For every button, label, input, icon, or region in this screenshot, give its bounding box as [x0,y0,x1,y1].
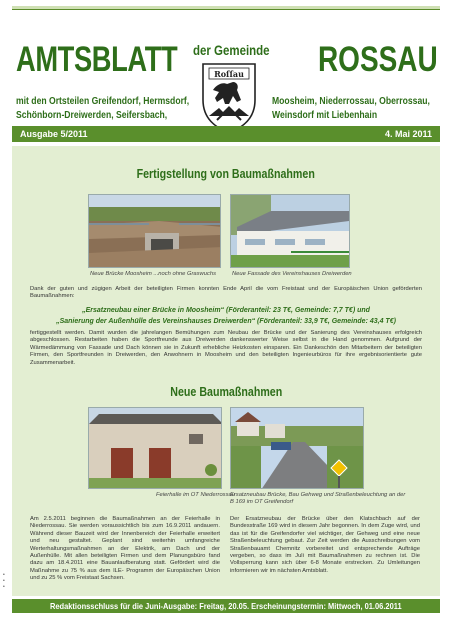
masthead-title-right: ROSSAU [318,40,438,79]
footer-bar [12,599,440,613]
footer-text: Redaktionsschluss für die Juni-Ausgabe: Freitag, 20.05. Erscheinungstermin: Mittwoch, 01.06.2011 [50,601,402,611]
section1-heading: Fertigstellung von Baumaßnahmen [136,166,316,181]
caption-feierhalle: Feierhalle im OT Niederrossau [156,492,235,498]
section2-body-right: Der Ersatzneubau der Brücke über den Klatschbach auf der Bundesstraße 169 wird in diesem Jahr begonnen. In dem Zuge wird, und das ist für die Greifendorfer viel wichtiger, der Gehweg und eine neue Straßenbeleuchtung gebaut. Zur Zeit werden die Ausschreibungen vom Straßenbauamt Chemnitz vorbereitet und entsprechende Aufträge vergeben, so dass im Juli mit Baumaßnahmen zu rechnen ist. Die Vollsperrung kann sich über 6-8 Monate erstrecken. Zu Umleitungen informieren wir im nächsten Amtsblatt. [230,516,420,574]
photo-b169-greifendorf [230,407,364,489]
top-strip [12,6,440,10]
section2-heading: Neue Baumaßnahmen [170,384,282,399]
subtitle-right [272,94,430,122]
side-registration-marks: • • • [3,572,5,590]
subtitle-right-line-1: Moosheim, Niederrossau, Oberrossau, [272,95,430,107]
caption-b169: Ersatzneubau Brücke, Bau Gehweg und Straßenbeleuchtung an der B 169 im OT Greifendorf [230,492,406,505]
subtitle-left-line-2: Schönborn-Dreiwerden, Seifersbach, [16,109,168,121]
caption-bridge-moosheim: Neue Brücke Moosheim ...noch ohne Graswuchs [90,271,216,277]
subtitle-right-line-2: Weinsdorf mit Liebenhain [272,109,378,121]
subtitle-left [16,94,189,122]
section1-highlight-1: „Ersatzneubau einer Brücke in Moosheim“ (Förderanteil: 23 T€, Gemeinde: 7,7 T€) und [82,307,370,314]
photo-bridge-moosheim [88,194,221,268]
caption-vereinshaus: Neue Fassade des Vereinshauses Dreiwerden [232,271,352,277]
issue-bar [12,126,440,142]
section1-body: fertiggestellt werden. Damit wurden die jahrelangen Bemühungen zum Neubau der Brücke und der Sanierung des Vereinshauses erfolgreich abgeschlossen. Restarbeiten haben die Sportfreunde aus Dreiwerden dankenswerter Weise selbst in die Hand genommen. Aufgrund der Wärmedämmung von Fassade und Dach können sie in Zukunft erhebliche Heizkosten einsparen. Ein Dankeschön den Mitarbeitern der beteiligten Firmen, den Sportfreunden in Dreiwerden, den Anwohnern in Moosheim und den beteiligten Ingenieurbüros für ihre ergebnisorientierte gute Zusammenarbeit. [30,330,422,366]
section1-highlight-2: „Sanierung der Außenhülle des Vereinshauses Dreiwerden“ (Förderanteil: 33,9 T€, Gemeinde: 43,4 T€) [56,318,396,325]
masthead-der-gemeinde: der Gemeinde [193,42,270,58]
coat-of-arms-icon [199,60,259,134]
issue-number: Ausgabe 5/2011 [20,129,88,139]
section1-intro: Dank der guten und zügigen Arbeit der beteiligten Firmen konnten Ende April die vom Freistaat und der Europäischen Union geförderten Baumaßnahmen: [30,286,422,300]
masthead-title-left: AMTSBLATT [16,40,178,79]
crest-text: Roſſau [214,69,244,79]
subtitle-left-line-1: mit den Ortsteilen Greifendorf, Hermsdorf, [16,95,190,107]
photo-vereinshaus-dreiwerden [230,194,350,268]
photo-feierhalle [88,407,222,489]
issue-date: 4. Mai 2011 [384,129,432,139]
section2-body-left: Am 2.5.2011 beginnen die Baumaßnahmen an der Feierhalle in Niederrossau. Sie werden voraussichtlich bis zum 16.9.2011 andauern. Während dieser Bauzeit wird der Innenbereich der Feierhalle erweitert und neu gestaltet. Geplant sind weiterhin umfangreiche Werterhaltungsmaßnahmen an der Elektrik, am Dach und der Außenhülle. Mit allen beteiligten Firmen und dem Planungsbüro fand dazu am 18.4.2011 eine Bauanlaufberatung statt. Gefördert wird die Maßnahme zu 75 % aus dem ILE- Programm der Europäischen Union und zu 25 % vom Freistaat Sachsen. [30,516,220,582]
